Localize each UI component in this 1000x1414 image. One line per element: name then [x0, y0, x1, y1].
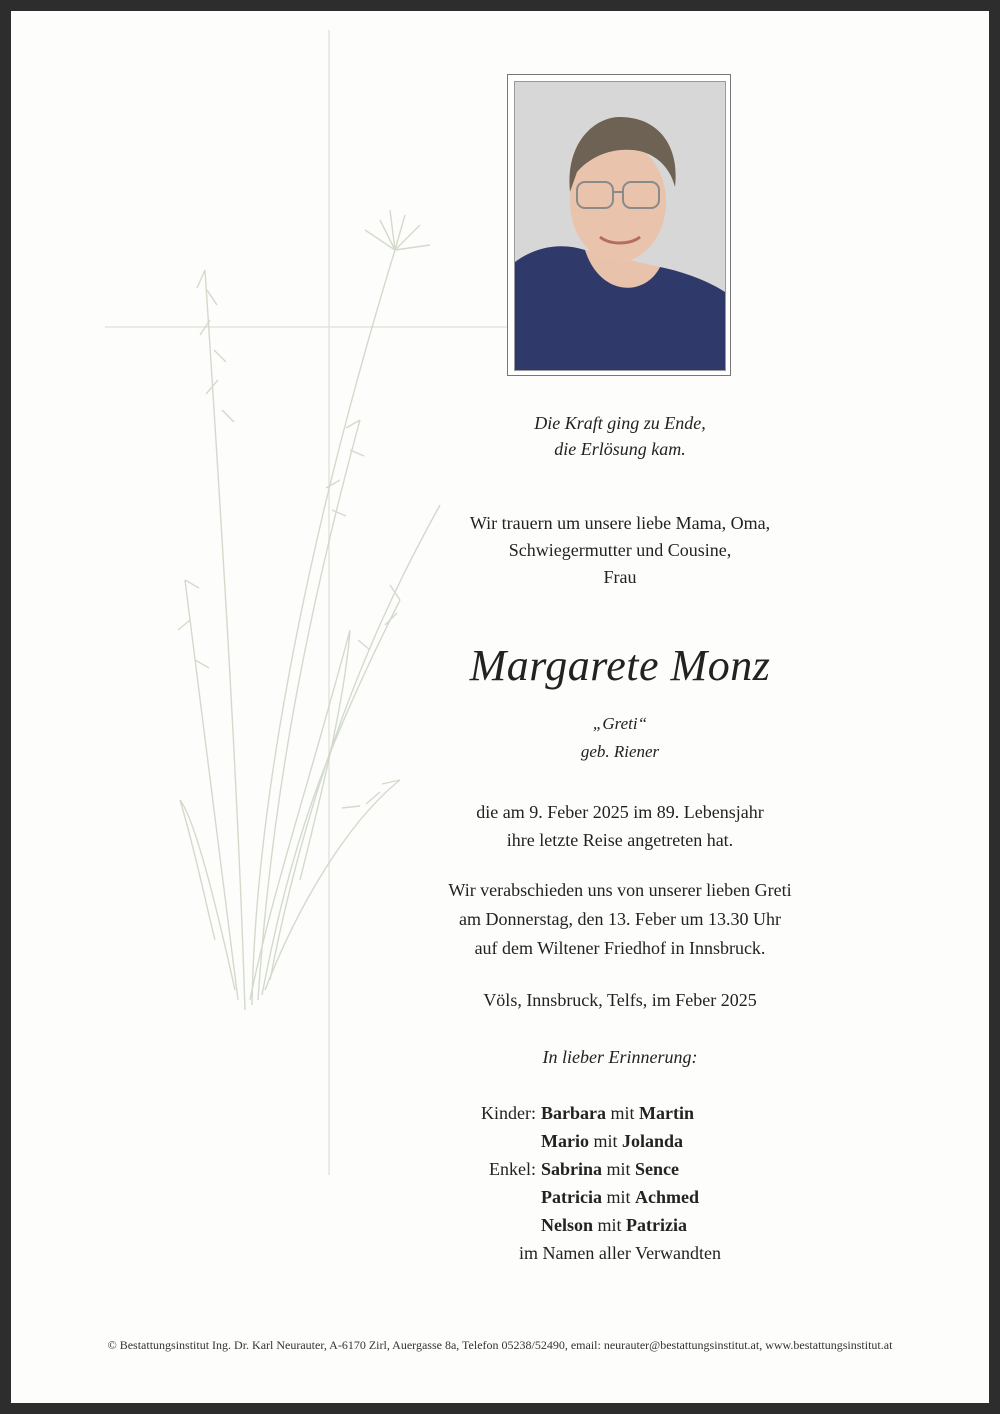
- family-member: Sabrina mit Sence: [541, 1159, 680, 1179]
- portrait-illustration: [515, 82, 725, 370]
- death-line: ihre letzte Reise angetreten hat.: [506, 830, 734, 850]
- grass-icon: [178, 210, 440, 1010]
- motto: [420, 410, 820, 462]
- service-line: am Donnerstag, den 13. Feber um 13.30 Uhr: [459, 909, 781, 929]
- family-row: [420, 1183, 820, 1211]
- portrait-photo: [514, 81, 726, 371]
- portrait-frame: [507, 74, 731, 376]
- family-row: [420, 1211, 820, 1239]
- family-row: [420, 1155, 820, 1183]
- nickname: „Greti“: [592, 714, 648, 733]
- death-notice: [420, 798, 820, 854]
- footer-imprint: © Bestattungsinstitut Ing. Dr. Karl Neurauter, A-6170 Zirl, Auergasse 8a, Telefon 05238/52490, email: neurauter@bestattungsinstitut.at, www.bestattungsinstitut.at: [107, 1338, 893, 1352]
- closing-line: im Namen aller Verwandten: [518, 1243, 722, 1263]
- service-line: auf dem Wiltener Friedhof in Innsbruck.: [474, 938, 766, 958]
- grandchildren-label: Enkel:: [489, 1159, 536, 1179]
- family-row: [420, 1099, 820, 1127]
- death-line: die am 9. Feber 2025 im 89. Lebensjahr: [476, 802, 764, 822]
- deceased-name: Margarete Monz: [469, 641, 771, 690]
- deceased-aliases: [420, 710, 820, 766]
- family-member: Barbara mit Martin: [541, 1103, 694, 1123]
- motto-line: die Erlösung kam.: [554, 439, 686, 459]
- family-list: [420, 1099, 820, 1239]
- birth-name: geb. Riener: [580, 742, 660, 761]
- motto-line: Die Kraft ging zu Ende,: [534, 413, 706, 433]
- service-line: Wir verabschieden uns von unserer lieben Greti: [448, 880, 792, 900]
- family-row: [420, 1127, 820, 1155]
- family-member: Nelson mit Patrizia: [541, 1215, 688, 1235]
- family-member: Mario mit Jolanda: [541, 1131, 684, 1151]
- service-details: [420, 876, 820, 963]
- place-date: Völs, Innsbruck, Telfs, im Feber 2025: [483, 990, 757, 1010]
- memory-heading: In lieber Erinnerung:: [542, 1047, 698, 1067]
- intro-line: Frau: [603, 567, 637, 587]
- family-member: Patricia mit Achmed: [541, 1187, 699, 1207]
- children-label: Kinder:: [481, 1103, 536, 1123]
- intro-text: [420, 510, 820, 591]
- intro-line: Schwiegermutter und Cousine,: [508, 540, 732, 560]
- intro-line: Wir trauern um unsere liebe Mama, Oma,: [469, 513, 771, 533]
